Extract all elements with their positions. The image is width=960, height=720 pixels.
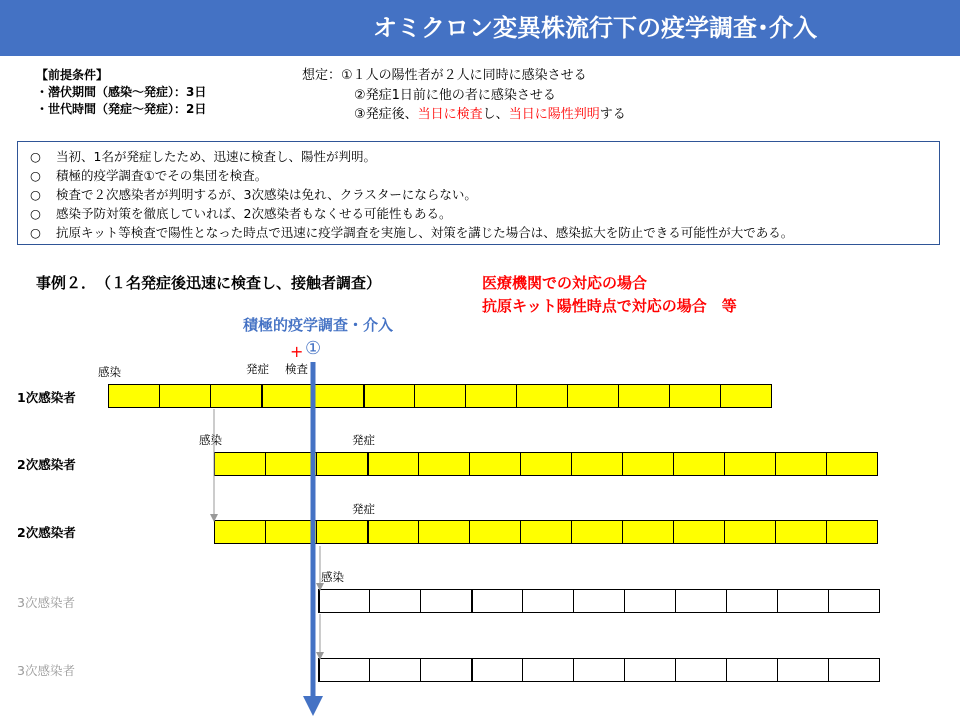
assumption-3-b: し、 [482, 107, 509, 122]
day-cell [669, 384, 721, 408]
day-cell [522, 589, 574, 613]
day-cell [624, 589, 676, 613]
day-cell [828, 658, 880, 682]
day-cell [367, 520, 419, 544]
day-cell [265, 452, 317, 476]
bullet-icon: ○ [30, 149, 41, 164]
summary-item: ○ 抗原キット等検査で陽性となった時点で迅速に疫学調査を実施し、対策を講じた場合は、感染拡大を防止できる可能性が大である。 [30, 225, 794, 240]
case-title: 事例２． （１名発症後迅速に検査し、接触者調査） [36, 274, 382, 292]
day-cell [367, 452, 419, 476]
row-label-secondary: 2次感染者 [17, 525, 76, 540]
bullet-icon: ○ [30, 168, 41, 183]
day-cell [516, 384, 568, 408]
row-label-primary: 1次感染者 [17, 390, 76, 405]
timeline-row-secondary [214, 452, 878, 476]
day-cell [618, 384, 670, 408]
day-cell [826, 520, 878, 544]
bullet-icon: ○ [30, 206, 41, 221]
timeline-row-primary [108, 384, 772, 408]
day-cell [675, 658, 727, 682]
day-cell [567, 384, 619, 408]
summary-box [17, 141, 940, 245]
day-cell [777, 589, 829, 613]
timeline-row-secondary [214, 520, 878, 544]
day-cell [312, 384, 364, 408]
assumption-3-c: する [599, 107, 626, 122]
day-cell [369, 589, 421, 613]
annotation-infection: 感染 [321, 570, 344, 584]
note-line-2: 抗原キット陽性時点で対応の場合 等 [482, 297, 737, 315]
annotation-test: 検査 [285, 362, 308, 376]
premise-heading: 【前提条件】 [36, 68, 109, 82]
annotation-infection: 感染 [98, 365, 121, 379]
assumption-3-red-2: 当日に陽性判明 [508, 107, 600, 122]
day-cell [726, 589, 778, 613]
day-cell [418, 452, 470, 476]
day-cell [465, 384, 517, 408]
day-cell [214, 520, 266, 544]
assumption-3-red-1: 当日に検査 [417, 107, 483, 122]
day-cell [316, 520, 368, 544]
day-cell [471, 589, 523, 613]
timeline-row-tertiary [318, 589, 880, 613]
day-cell [622, 452, 674, 476]
plus-icon: + [290, 342, 304, 361]
day-cell [777, 658, 829, 682]
day-cell [726, 658, 778, 682]
day-cell [418, 520, 470, 544]
summary-item: ○ 検査で２次感染者が判明するが、3次感染は免れ、クラスターにならない。 [30, 187, 477, 202]
bullet-icon: ○ [30, 187, 41, 202]
summary-item: ○ 感染予防対策を徹底していれば、2次感染者もなくせる可能性もある。 [30, 206, 452, 221]
assumptions-line-1 [302, 67, 587, 84]
bullet-icon: ○ [30, 225, 41, 240]
day-cell [414, 384, 466, 408]
day-cell [520, 452, 572, 476]
day-cell [571, 452, 623, 476]
day-cell [469, 520, 521, 544]
day-cell [624, 658, 676, 682]
day-cell [318, 658, 370, 682]
timeline-row-tertiary [318, 658, 880, 682]
day-cell [828, 589, 880, 613]
premise-line-2: ・世代時間（発症～発症）：2日 [36, 102, 207, 116]
assumption-3-a: ③発症後、 [354, 107, 418, 122]
day-cell [159, 384, 211, 408]
row-label-tertiary: 3次感染者 [17, 595, 75, 610]
day-cell [775, 520, 827, 544]
day-cell [265, 520, 317, 544]
day-cell [571, 520, 623, 544]
day-cell [369, 658, 421, 682]
annotation-onset: 発症 [246, 362, 269, 376]
summary-item: ○ 当初、1名が発症したため、迅速に検査し、陽性が判明。 [30, 149, 376, 164]
annotation-infection: 感染 [199, 433, 222, 447]
day-cell [420, 589, 472, 613]
day-cell [210, 384, 262, 408]
day-cell [316, 452, 368, 476]
day-cell [363, 384, 415, 408]
annotation-onset: 発症 [352, 502, 375, 516]
page-title: オミクロン変異株流行下の疫学調査･介入 [373, 14, 817, 42]
day-cell [469, 452, 521, 476]
note-line-1: 医療機関での対応の場合 [482, 274, 648, 292]
day-cell [261, 384, 313, 408]
day-cell [108, 384, 160, 408]
day-cell [522, 658, 574, 682]
day-cell [724, 452, 776, 476]
assumption-3 [354, 106, 626, 123]
day-cell [214, 452, 266, 476]
day-cell [520, 520, 572, 544]
day-cell [675, 589, 727, 613]
assumptions-label: 想定： [302, 68, 342, 83]
row-label-tertiary: 3次感染者 [17, 663, 75, 678]
circled-one-icon: ① [305, 338, 322, 359]
day-cell [724, 520, 776, 544]
premise-line-1: ・潜伏期間（感染～発症）：3日 [36, 85, 207, 99]
day-cell [622, 520, 674, 544]
row-label-secondary: 2次感染者 [17, 457, 76, 472]
assumption-1: ①１人の陽性者が２人に同時に感染させる [341, 68, 587, 83]
day-cell [673, 520, 725, 544]
day-cell [826, 452, 878, 476]
day-cell [471, 658, 523, 682]
day-cell [720, 384, 772, 408]
day-cell [318, 589, 370, 613]
intervention-label: 積極的疫学調査・介入 [243, 316, 394, 334]
summary-item: ○ 積極的疫学調査①でその集団を検査。 [30, 168, 268, 183]
day-cell [573, 589, 625, 613]
day-cell [420, 658, 472, 682]
day-cell [775, 452, 827, 476]
assumption-2: ②発症1日前に他の者に感染させる [354, 88, 556, 103]
day-cell [573, 658, 625, 682]
day-cell [673, 452, 725, 476]
annotation-onset: 発症 [352, 433, 375, 447]
